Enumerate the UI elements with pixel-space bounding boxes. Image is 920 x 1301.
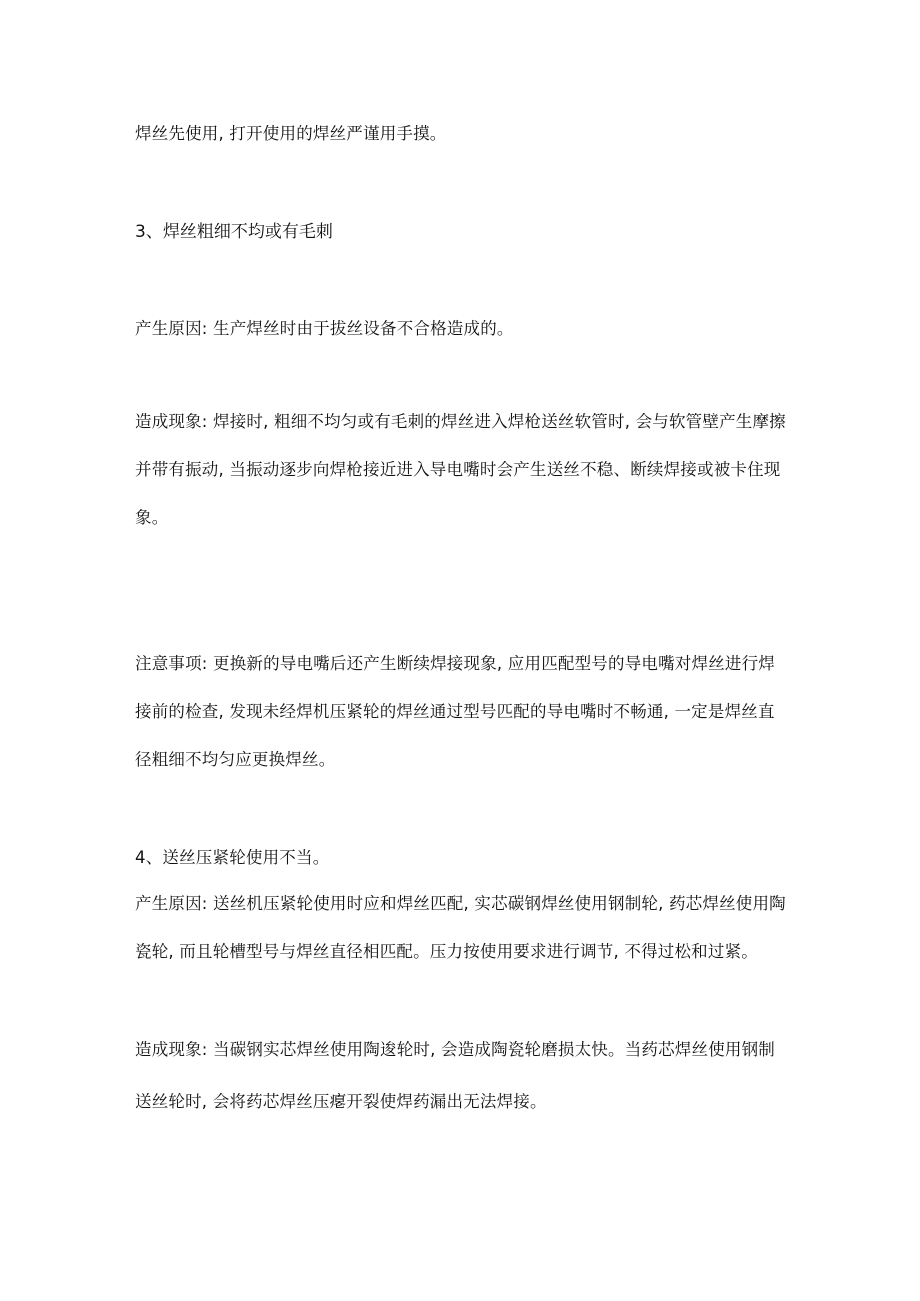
section-heading-3: 3、焊丝粗细不均或有毛刺 <box>135 222 333 242</box>
paragraph-notes-3: 注意事项: 更换新的导电嘴后还产生断续焊接现象, 应用匹配型号的导电嘴对焊丝进行焊接前的检查, 发现未经焊机压紧轮的焊丝通过型号匹配的导电嘴时不畅通, 一定是焊丝直径粗细不均匀应更换焊丝。 <box>135 654 775 769</box>
paragraph-phenomenon-3: 造成现象: 焊接时, 粗细不均匀或有毛刺的焊丝进入焊枪送丝软管时, 会与软管壁产生摩擦并带有振动, 当振动逐步向焊枪接近进入导电嘴时会产生送丝不稳、断续焊接或被卡住现象。 <box>135 412 786 527</box>
paragraph-wire-handling: 焊丝先使用, 打开使用的焊丝严谨用手摸。 <box>135 124 447 143</box>
paragraph-cause-3: 产生原因: 生产焊丝时由于拔丝设备不合格造成的。 <box>135 319 514 338</box>
paragraph-cause-4: 产生原因: 送丝机压紧轮使用时应和焊丝匹配, 实芯碳钢焊丝使用钢制轮, 药芯焊丝使用陶瓷轮, 而且轮槽型号与焊丝直径相匹配。压力按使用要求进行调节, 不得过松和过紧。 <box>135 894 786 961</box>
paragraph-phenomenon-4: 造成现象: 当碳钢实芯焊丝使用陶逡轮时, 会造成陶瓷轮磨损太快。当药芯焊丝使用钢制送丝轮时, 会将药芯焊丝压瘪开裂使焊药漏出无法焊接。 <box>135 1040 775 1111</box>
section-heading-4: 4、送丝压紧轮使用不当。 <box>135 848 330 867</box>
